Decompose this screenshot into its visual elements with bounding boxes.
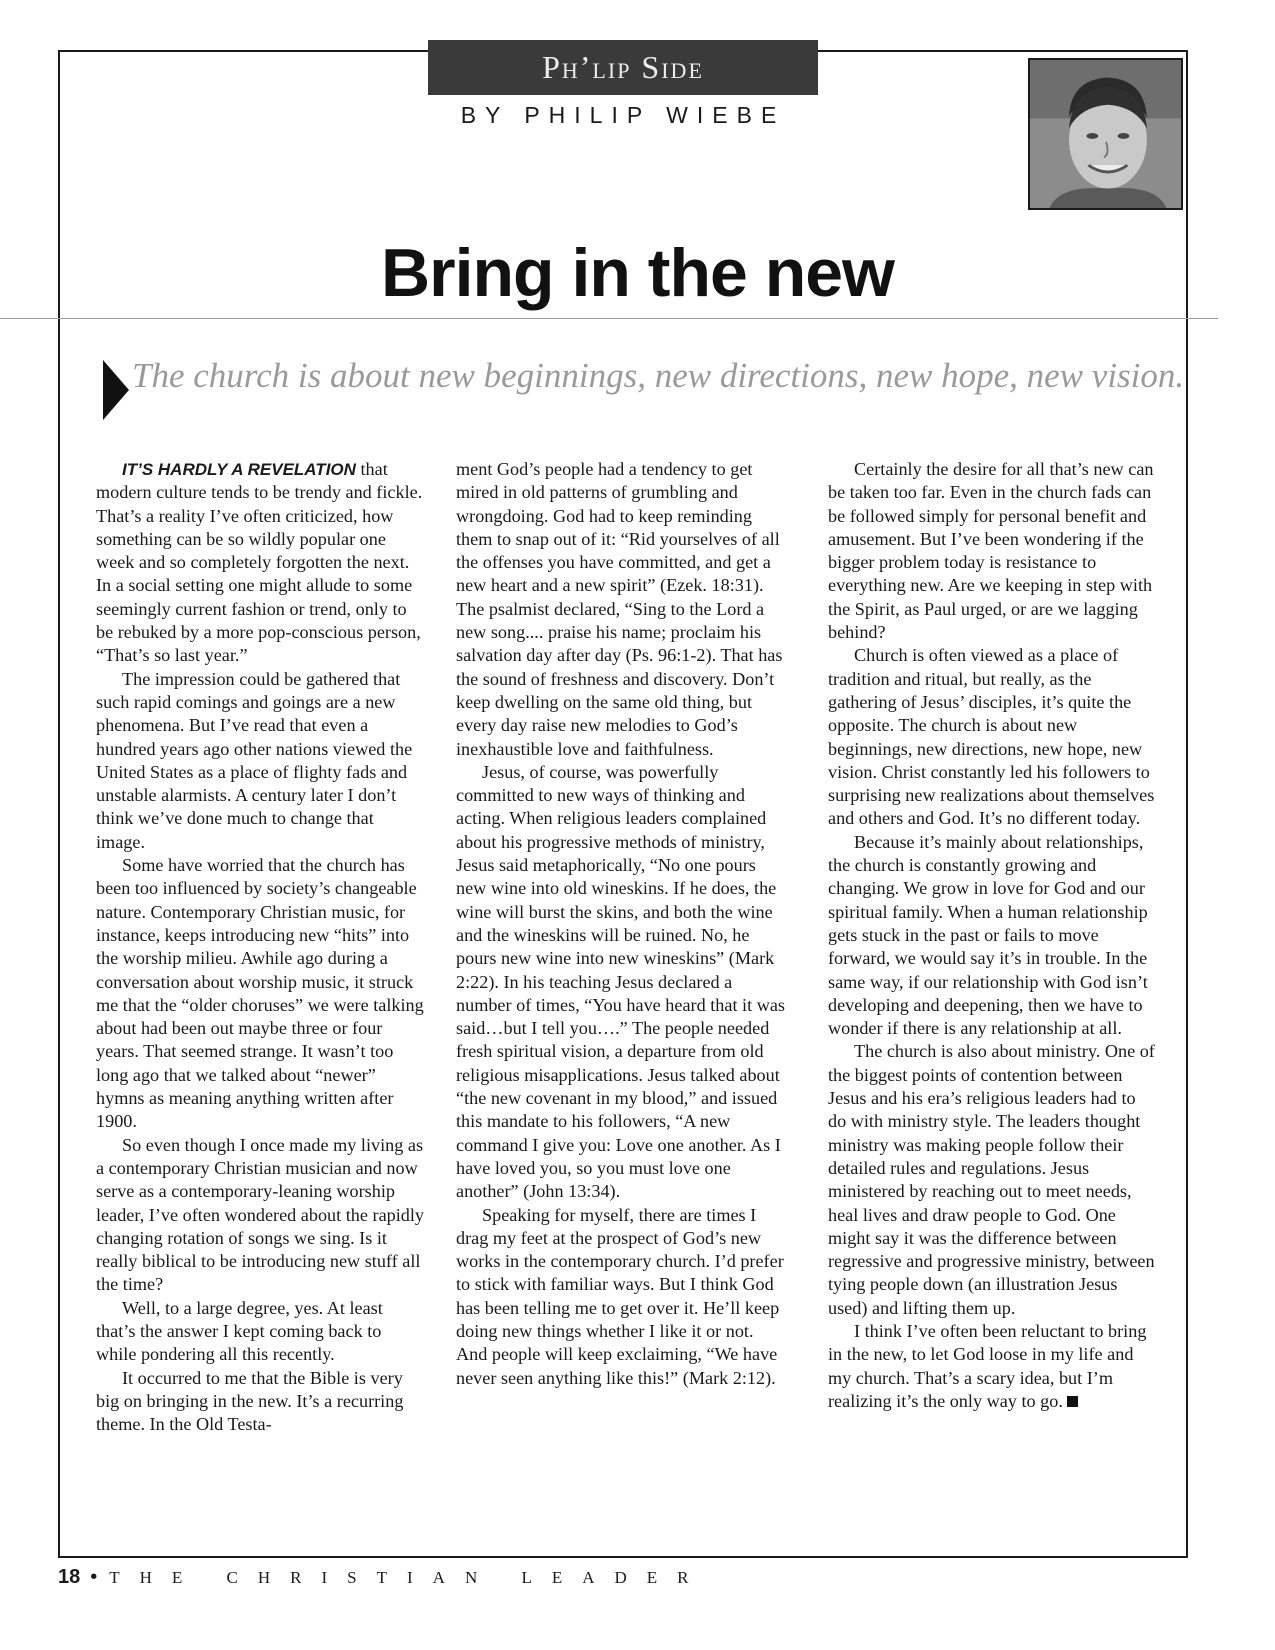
paragraph xyxy=(828,1320,1158,1413)
footer-separator: • xyxy=(90,1566,98,1588)
paragraph: Because it’s mainly about relationships, the church is constantly growing and changing. We grow in love for God and our spiritual family. When a human relationship gets stuck in the past or fails to move forward, we would say it’s in trouble. In the same way, if our relationship with God isn’t developing and deepening, then we have to wonder if there is any relationship at all. xyxy=(828,831,1148,1039)
paragraph xyxy=(96,458,426,668)
column-header xyxy=(428,40,818,95)
paragraph: Church is often viewed as a place of tradition and ritual, but really, as the gathering of Jesus’ disciples, it’s quite the opposite. The church is about new beginnings, new directions, new hope, new vision. Christ constantly led his followers to surprising new realizations about themselves and others and God. It’s no different today. xyxy=(828,645,1155,829)
paragraph: The church is also about ministry. One of the biggest points of contention between Jesus and his era’s religious leaders had to do with ministry style. The leaders thought ministry was making people follow their detailed rules and regulations. Jesus ministered by reaching out to meet needs, heal lives and draw people to God. One might say it was the difference between regressive and progressive ministry, between tying people down (an illustration Jesus used) and lifting them up. xyxy=(828,1041,1155,1318)
headline-rule xyxy=(0,318,1218,319)
deck: The church is about new beginnings, new directions, new hope, new vision. xyxy=(132,356,1185,395)
paragraph: So even though I once made my living as a contemporary Christian musician and now serve as a contemporary-leaning worship leader, I’ve often wondered about the rapidly changing rotation of songs we sing. Is it really biblical to be introducing new stuff all the time? xyxy=(96,1134,425,1295)
article-column-3 xyxy=(828,458,1158,1413)
byline: BY PHILIP WIEBE xyxy=(460,102,786,128)
column-header-text: Ph’lip Side xyxy=(542,49,704,85)
article-column-1 xyxy=(96,458,426,1436)
article-column-2 xyxy=(456,458,786,1390)
paragraph-text: that modern culture tends to be trendy and fickle. That’s a reality I’ve often criticized, how something can be so wildly popular one week and so completely forgotten the next. In a social setting one might allude to some seemingly current fashion or trend, only to be rebuked by a more pop-conscious person, “That’s so last year.” xyxy=(96,459,423,666)
paragraph-text: I think I’ve often been reluctant to bring in the new, to let God loose in my life and my church. That’s a scary idea, but I’m realizing it’s the only way to go. xyxy=(828,1320,1147,1411)
headline: Bring in the new xyxy=(381,235,894,311)
lead-in: IT’S HARDLY A REVELATION xyxy=(122,460,356,479)
deck-arrow-icon xyxy=(103,360,129,420)
paragraph: ment God’s people had a tendency to get mired in old patterns of grumbling and wrongdoing. God had to keep reminding them to snap out of it: “Rid yourselves of all the offenses you have committed, and get a new heart and a new spirit” (Ezek. 18:31). The psalmist declared, “Sing to the Lord a new song.... praise his name; proclaim his salvation day after day (Ps. 96:1-2). That has the sound of freshness and discovery. Don’t keep dwelling on the same old thing, but every day raise new melodies to God’s inexhaustible love and faithfulness. xyxy=(456,459,783,759)
page-number: 18 xyxy=(58,1566,81,1588)
paragraph: Certainly the desire for all that’s new can be taken too far. Even in the church fads can be followed simply for personal benefit and amusement. But I’ve been wondering if the bigger problem today is resistance to everything new. Are we keeping in step with the Spirit, as Paul urged, or are we lagging behind? xyxy=(828,459,1154,643)
paragraph: It occurred to me that the Bible is very big on bringing in the new. It’s a recurring theme. In the Old Testa- xyxy=(96,1367,404,1435)
page-footer xyxy=(58,1566,709,1596)
paragraph: Well, to a large degree, yes. At least that’s the answer I kept coming back to while pondering all this recently. xyxy=(96,1297,383,1365)
end-mark-icon xyxy=(1067,1396,1078,1407)
paragraph: Speaking for myself, there are times I drag my feet at the prospect of God’s new works in the contemporary church. I’d prefer to stick with familiar ways. But I think God has been telling me to get over it. He’ll keep doing new things whether I like it or not. And people will keep exclaiming, “We have never seen anything like this!” (Mark 2:12). xyxy=(456,1204,784,1388)
paragraph: Some have worried that the church has been too influenced by society’s changeable nature. Contemporary Christian music, for instance, keeps introducing new “hits” into the worship milieu. Awhile ago during a conversation about worship music, it struck me that the “older choruses” we were talking about had been out maybe three or four years. That seemed strange. It wasn’t too long ago that we talked about “newer” hymns as meaning anything written after 1900. xyxy=(96,855,424,1132)
author-portrait-image xyxy=(1030,60,1181,208)
publication-name: THE CHRISTIAN LEADER xyxy=(109,1568,709,1587)
paragraph: The impression could be gathered that such rapid comings and goings are a new phenomena. But I’ve read that even a hundred years ago other nations viewed the United States as a place of flighty fads and unstable alarmists. A century later I don’t think we’ve done much to change that image. xyxy=(96,668,413,852)
author-photo xyxy=(1028,58,1183,210)
paragraph: Jesus, of course, was powerfully committed to new ways of thinking and acting. When religious leaders complained about his progressive methods of ministry, Jesus said metaphorically, “No one pours new wine into old wineskins. If he does, the wine will burst the skins, and both the wine and the wineskins will be ruined. No, he pours new wine into new wineskins” (Mark 2:22). In his teaching Jesus declared a number of times, “You have heard that it was said…but I tell you….” The people needed fresh spiritual vision, a departure from old religious misapplications. Jesus talked about “the new covenant in my blood,” and issued this mandate to his followers, “A new command I give you: Love one another. As I have loved you, so you must love one another” (John 13:34). xyxy=(456,761,785,1202)
